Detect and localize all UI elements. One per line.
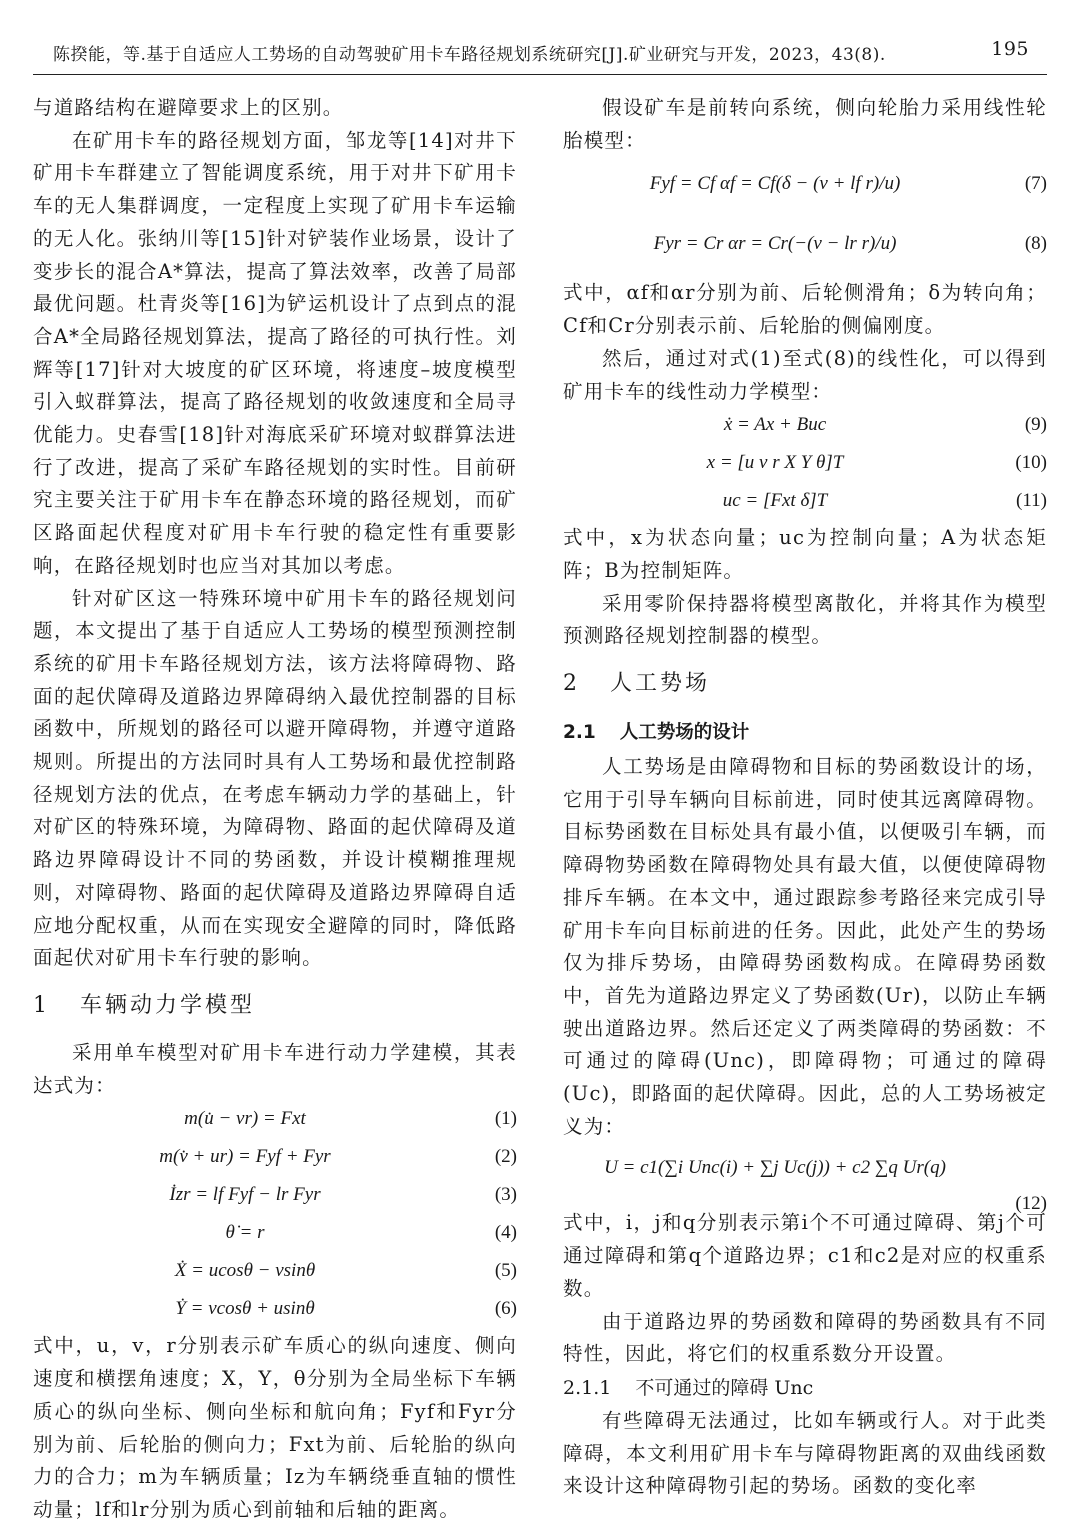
equation-number: (6) (494, 1298, 517, 1320)
page-number: 195 (991, 38, 1029, 60)
equation-body: Fyf = Cf αf = Cf(δ − (v + lf r)/u) (649, 173, 901, 195)
equation (563, 217, 1047, 277)
subsection-heading (563, 715, 1047, 751)
subsection-number: 2.1 (563, 722, 596, 744)
equation (563, 408, 1047, 446)
paragraph: 然后，通过对式(1)至式(8)的线性化，可以得到矿用卡车的线性动力学模型： (563, 346, 1047, 403)
equation-body: m(u̇ − vr) = Fxt (184, 1108, 306, 1130)
equation (33, 1254, 517, 1292)
subsubsection-heading (563, 1371, 1047, 1405)
equation (33, 1216, 517, 1254)
equation-body: ẋ = Ax + Buc (723, 414, 827, 436)
equation-number: (9) (1024, 414, 1047, 436)
equation-number: (1) (494, 1108, 517, 1130)
equation (563, 484, 1047, 522)
paragraph: 由于道路边界的势函数和障碍的势函数具有不同特性，因此，将它们的权重系数分开设置。 (563, 1309, 1047, 1366)
equation-number: (10) (1015, 452, 1047, 474)
citation: 陈揆能，等.基于自适应人工势场的自动驾驶矿用卡车路径规划系统研究[J].矿业研究与开发，2023，43(8). (53, 45, 886, 65)
equation-number: (2) (494, 1146, 517, 1168)
equation (33, 1292, 517, 1330)
equation-body: Fyr = Cr αr = Cr(−(v − lr r)/u) (653, 233, 897, 255)
equation-body: Ẋ = ucosθ − vsinθ (174, 1260, 316, 1282)
section-number: 1 (33, 992, 50, 1018)
equation-body: İzr = lf Fyf − lr Fyr (169, 1184, 321, 1206)
paragraph: 式中，i，j和q分别表示第i个不可通过障碍、第j个可通过障碍和第q个道路边界；c1和c2是对应的权重系数。 (563, 1211, 1047, 1300)
equation-body: U = c1(∑i Unc(i) + ∑j Uc(j)) + c2 ∑q Ur(q) (604, 1157, 946, 1179)
paragraph: 式中，αf和αr分别为前、后轮侧滑角；δ为转向角；Cf和Cr分别表示前、后轮胎的侧偏刚度。 (563, 281, 1047, 338)
equation (563, 157, 1047, 217)
section-title: 人工势场 (610, 671, 711, 697)
equation-number: (11) (1016, 490, 1047, 512)
section-heading (563, 653, 1047, 715)
equation (563, 1143, 1047, 1215)
section-heading (33, 975, 517, 1037)
subsection-title: 人工势场的设计 (619, 722, 750, 744)
paragraph: 人工势场是由障碍物和目标的势函数设计的场，它用于引导车辆向目标前进，同时使其远离障碍物。目标势函数在目标处具有最小值，以便吸引车辆，而障碍物势函数在障碍物处具有最大值，以便使障碍物排斥车辆。在本文中，通过跟踪参考路径来完成引导矿用卡车向目标前进的任务。因此，此处产生的势场仅为排斥势场，由障碍势函数构成。在障碍势函数中，首先为道路边界定义了势函数(Ur)，以防止车辆驶出道路边界。然后还定义了两类障碍的势函数：不可通过的障碍(Unc)，即障碍物；可通过的障碍(Uc)，即路面的起伏障碍。因此，总的人工势场被定义为： (563, 755, 1047, 1138)
equation-body: Ẏ = vcosθ + usinθ (175, 1298, 315, 1320)
paragraph: 假设矿车是前转向系统，侧向轮胎力采用线性轮胎模型： (563, 96, 1047, 152)
equation-number: (3) (494, 1184, 517, 1206)
section-title: 车辆动力学模型 (80, 992, 256, 1018)
section-number: 2 (563, 671, 580, 697)
equation-body: m(v̇ + ur) = Fyf + Fyr (159, 1146, 331, 1168)
right-column (563, 92, 1047, 1503)
equation-body: uc = [Fxt δ]T (722, 490, 828, 512)
subsubsection-number: 2.1.1 (563, 1376, 612, 1399)
equation (33, 1140, 517, 1178)
equation-number: (4) (494, 1222, 517, 1244)
paragraph: 采用单车模型对矿用卡车进行动力学建模，其表达式为： (33, 1040, 517, 1097)
left-column (33, 92, 517, 1527)
paragraph: 针对矿区这一特殊环境中矿用卡车的路径规划问题，本文提出了基于自适应人工势场的模型预测控制系统的矿用卡车路径规划方法，该方法将障碍物、路面的起伏障碍及道路边界障碍纳入最优控制器的目标函数中，所规划的路径可以避开障碍物，并遵守道路规则。所提出的方法同时具有人工势场和最优控制路径规划方法的优点，在考虑车辆动力学的基础上，针对矿区的特殊环境，为障碍物、路面的起伏障碍及道路边界障碍设计不同的势函数，并设计模糊推理规则，对障碍物、路面的起伏障碍及道路边界障碍自适应地分配权重，从而在实现安全避障的同时，降低路面起伏对矿用卡车行驶的影响。 (33, 586, 517, 970)
subsubsection-title: 不可通过的障碍 Unc (635, 1376, 814, 1399)
paragraph: 有些障碍无法通过，比如车辆或行人。对于此类障碍，本文利用矿用卡车与障碍物距离的双曲线函数来设计这种障碍物引起的势场。函数的变化率 (563, 1408, 1047, 1498)
equation (33, 1178, 517, 1216)
equation-number: (5) (494, 1260, 517, 1282)
equation-number: (8) (1024, 233, 1047, 255)
equation-body: x = [u v r X Y θ]T (706, 452, 844, 474)
equation (563, 446, 1047, 484)
paragraph: 与道路结构在避障要求上的区别。 (33, 96, 344, 119)
paragraph: 式中，x为状态向量；uc为控制向量；A为状态矩阵；B为控制矩阵。 (563, 526, 1047, 582)
paragraph: 在矿用卡车的路径规划方面，邹龙等[14]对井下矿用卡车群建立了智能调度系统，用于对井下矿用卡车的无人集群调度，一定程度上实现了矿用卡车运输的无人化。张纳川等[15]针对铲装作业场景，设计了变步长的混合A*算法，提高了算法效率，改善了局部最优问题。杜青炎等[16]为铲运机设计了点到点的混合A*全局路径规划算法，提高了路径的可执行性。刘辉等[17]针对大坡度的矿区环境，将速度–坡度模型引入蚁群算法，提高了路径规划的收敛速度和全局寻优能力。史春雪[18]针对海底采矿环境对蚁群算法进行了改进，提高了采矿车路径规划的实时性。目前研究主要关注于矿用卡车在静态环境的路径规划，而矿区路面起伏程度对矿用卡车行驶的稳定性有重要影响，在路径规划时也应当对其加以考虑。 (33, 128, 517, 577)
equation-body: θ̇ = r (225, 1222, 265, 1244)
paragraph: 式中，u，v，r分别表示矿车质心的纵向速度、侧向速度和横摆角速度；X，Y，θ分别为全局坐标下车辆质心的纵向坐标、侧向坐标和航向角；Fyf和Fyr分别为前、后轮胎的侧向力；Fxt为前、后轮胎的纵向力的合力；m为车辆质量；Iz为车辆绕垂直轴的惯性动量；lf和lr分别为质心到前轴和后轴的距离。 (33, 1334, 517, 1521)
equation-number: (12) (1015, 1193, 1047, 1215)
running-header (33, 32, 1047, 75)
equation-number: (7) (1024, 173, 1047, 195)
paragraph: 采用零阶保持器将模型离散化，并将其作为模型预测路径规划控制器的模型。 (563, 591, 1047, 648)
equation (33, 1102, 517, 1140)
